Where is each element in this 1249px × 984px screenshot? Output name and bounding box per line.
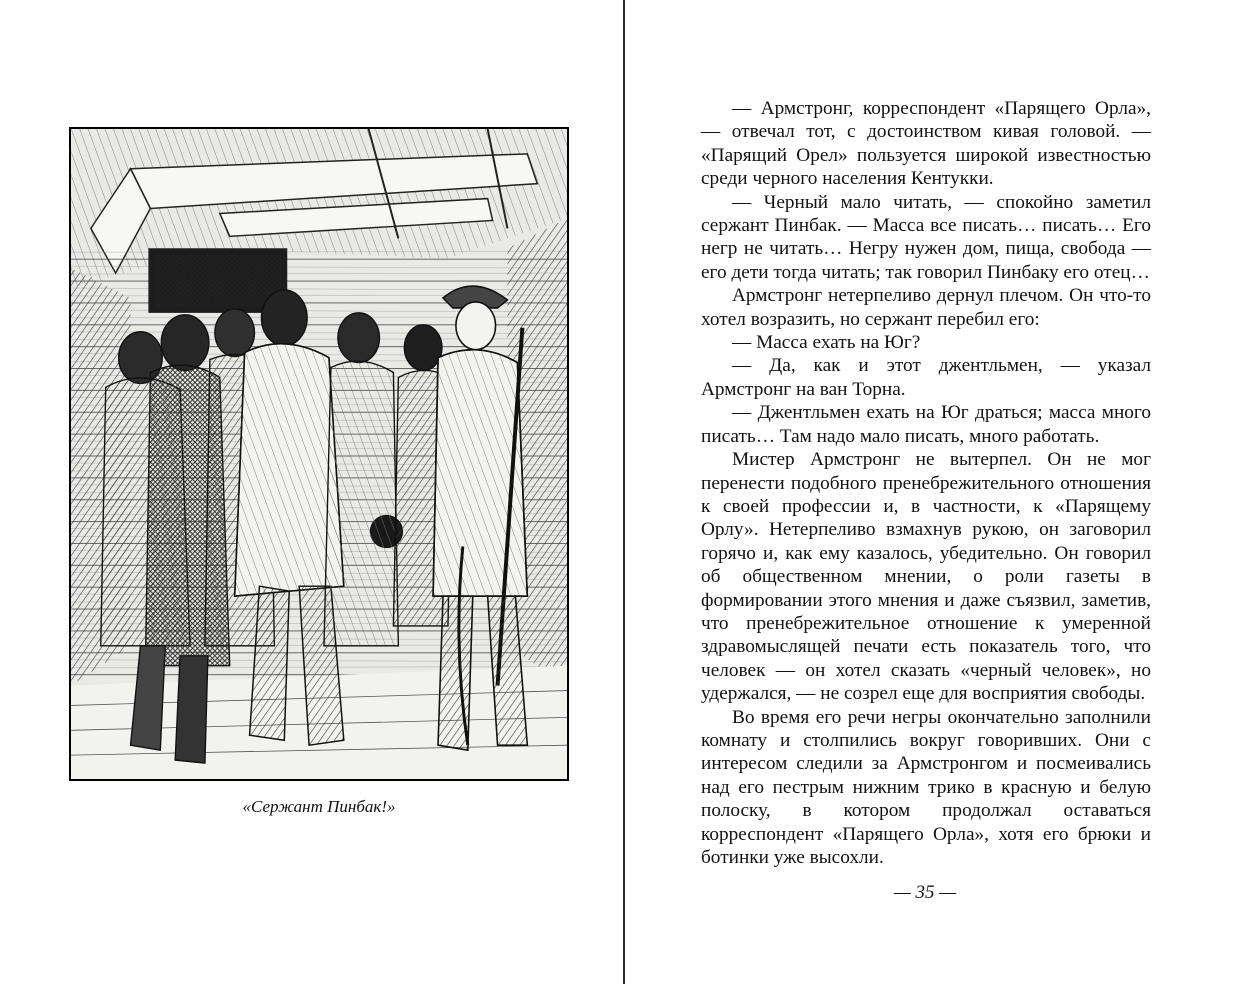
left-page: [0, 0, 623, 984]
illustration-caption: «Сержант Пинбак!»: [242, 797, 396, 816]
paragraph: Во время его речи негры окончательно заполнили комнату и столпились вокруг говоривших. Они с интересом следили за Армстронгом и посмеивались над его пестрым нижним трико в красную и белую полоску, в котором продолжал оставаться корреспондент «Парящего Орла», хотя его брюки и ботинки уже высохли.: [701, 706, 1151, 868]
page-number: — 35 —: [893, 882, 957, 903]
paragraph: — Армстронг, корреспондент «Парящего Орла», — отвечал тот, с достоинством кивая головой. — «Парящий Орел» пользуется широкой известностью среди черного населения Кентукки.: [701, 98, 1151, 190]
body-text: [701, 97, 1151, 869]
paragraph: — Джентльмен ехать на Юг драться; масса много писать… Там надо мало писать, много работать.: [701, 402, 1151, 447]
paragraph: — Масса ехать на Юг?: [732, 332, 921, 354]
illustration-frame: [69, 127, 569, 781]
paragraph: Армстронг нетерпеливо дернул плечом. Он что-то хотел возразить, но сержант перебил его:: [701, 285, 1151, 330]
paragraph: Мистер Армстронг не вытерпел. Он не мог перенести подобного пренебрежительного отношения к своей профессии и, в частности, к «Парящему Орлу». Нетерпеливо взмахнув рукою, он заговорил горячо и, как ему казалось, убедительно. Он говорил об общественном мнении, о роли газеты в формировании этого мнения и даже съязвил, заметив, что пренебрежительное отношение к умеренной здравомыслящей печати есть показатель того, что человек — он хотел сказать «черный человек», но удержался, — не созрел еще для восприятия свободы.: [701, 449, 1151, 705]
paragraph: — Черный мало читать, — спокойно заметил сержант Пинбак. — Масса все писать… писать… Его негр не читать… Негру нужен дом, пища, свобода — его дети тогда читать; так говорил Пинбаку его отец…: [701, 191, 1151, 283]
engraving-illustration-icon: [71, 129, 567, 779]
paragraph: — Да, как и этот джентльмен, — указал Армстронг на ван Торна.: [701, 355, 1151, 400]
right-page: [625, 0, 1249, 984]
